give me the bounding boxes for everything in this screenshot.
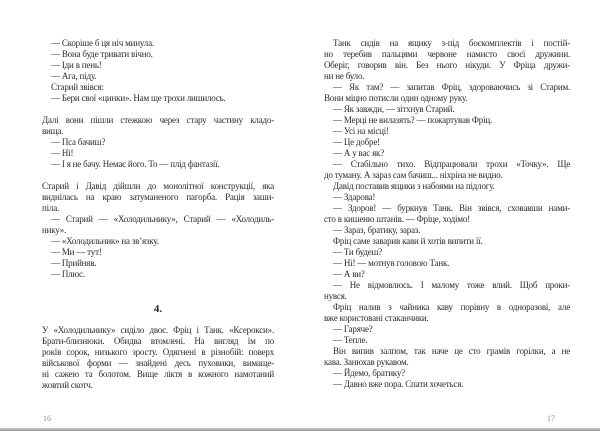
text-line: — Ні! (51, 148, 74, 158)
text-line: У «Холодильнику» сиділо двоє. Фріц і Танк. «Ксерокси». (42, 325, 274, 335)
text-line: кава. Занюхав рукавом. (324, 357, 409, 367)
page-right-text (324, 38, 570, 390)
text-line: — Старий — «Холодильнику», Старий — «Холодиль- (51, 214, 274, 224)
text-line: — Скоріше б ця ніч минула. (51, 38, 154, 48)
text-line: нувся. (324, 291, 347, 301)
text-line: — Здарова! (333, 192, 376, 202)
page-number-right: 17 (547, 414, 555, 423)
text-line: — Йдемо, братику? (333, 368, 405, 378)
text-line: Вони міцно потисли один одному руку. (324, 93, 468, 103)
text-line: Давід поставив ящики з набоями на підлогу. (333, 181, 495, 191)
text-line: вже користовані стаканчики. (324, 313, 429, 323)
text-line: Старий звівся: (51, 82, 104, 92)
text-line: Брати-близнюки. Обидва втомлені. На вигляд їм по (42, 336, 274, 346)
text-line: — А у вас як? (333, 148, 385, 158)
text-line: — Гаряче? (333, 324, 373, 334)
text-line: — Ми — тут! (51, 247, 102, 257)
text-line: — Вона буде тривати вічно. (51, 49, 153, 59)
text-line: Оберіг, говорив він. Без нього нікуди. У Фріца дружи- (324, 60, 570, 70)
text-line: — Плюс. (51, 269, 85, 279)
text-line: — Це добре! (333, 137, 380, 147)
text-line: — Пса бачиш? (51, 137, 106, 147)
text-line: — «Холодильник» на зв’язку. (51, 236, 159, 246)
blank-line (42, 104, 274, 115)
text-line: Він випив залпом, так наче це сто грамів горілки, а не (333, 346, 570, 356)
text-line: — Як там? — запитав Фріц, здороваючись зі Старим. (333, 82, 570, 92)
text-line: — Давно вже пора. Спати хочеться. (333, 379, 464, 389)
text-line: — Стабільно тихо. Відпрацювали трохи «Точку». Ще (333, 159, 570, 169)
text-line: — І я не бачу. Немає його. То — плід фантазії. (51, 159, 220, 169)
text-line: — Бери свої «цинки». Нам ще трохи лишилось. (51, 93, 226, 103)
chapter-heading: 4. (153, 303, 163, 315)
text-line: — Ага, піду. (51, 71, 97, 81)
page-left-text (42, 38, 274, 391)
text-line: но теребив пальцями червоне намисто своєї дружини. (324, 49, 570, 59)
text-line: нику». (42, 225, 67, 235)
text-line: років сорок, низького зросту. Одягнені в різнобій: поверх (42, 347, 274, 357)
text-line: — Зараз, братику, зараз. (333, 225, 421, 235)
text-line: ни не було. (324, 71, 365, 81)
text-line: Танк сидів на ящику з-під боєкомплектів і постій- (333, 38, 570, 48)
text-line: — Ти будеш? (333, 247, 383, 257)
text-line: — Здоров! — буркнув Танк. Він звівся, сховавши нами- (333, 203, 570, 213)
text-line: — Як завжди, — зітхнув Старий. (333, 104, 455, 114)
text-line: — Усі на місці! (333, 126, 389, 136)
text-line: Фріц саме заварив кави й хотів випити її. (333, 236, 483, 246)
text-line: — Ні! — мотнув головою Танк. (333, 258, 450, 268)
text-line: вища. (42, 126, 64, 136)
text-line: Старий і Давід дійшли до монолітної конструкції, яка (42, 181, 274, 191)
text-line: — Прийняв. (51, 258, 97, 268)
text-line: — Іди в пень! (51, 60, 102, 70)
text-line: піла. (42, 203, 60, 213)
text-line: — Не відмовлюсь. І малому тоже влий. Щоб проки- (333, 280, 570, 290)
text-line: — Тепле. (333, 335, 368, 345)
text-line: виднілась на краю затуманеного пагорба. Рація заши- (42, 192, 274, 202)
text-line: ні сажею та болотом. Вище ліктя в кожного намотаний (42, 369, 274, 379)
text-line: жовтий скотч. (42, 380, 93, 390)
text-line: сто в кишеню штанів. — Фріце, ходімо! (324, 214, 470, 224)
page-number-left: 16 (43, 414, 51, 423)
text-line: — Мерці не вилазять? — пожартував Фріц. (333, 115, 493, 125)
text-line: Далі вони пішли стежкою через стару частину кладо- (42, 115, 274, 125)
text-line: Фріц налив з чайника каву порівну в одноразові, але (333, 302, 570, 312)
text-line: — А ви? (333, 269, 365, 279)
text-line: військової форми — знайдені десь пуховики, вимаще- (42, 358, 274, 368)
blank-line (42, 170, 274, 181)
text-line: до туману. А зараз сам бачиш... ніхріна не видно. (324, 170, 503, 180)
